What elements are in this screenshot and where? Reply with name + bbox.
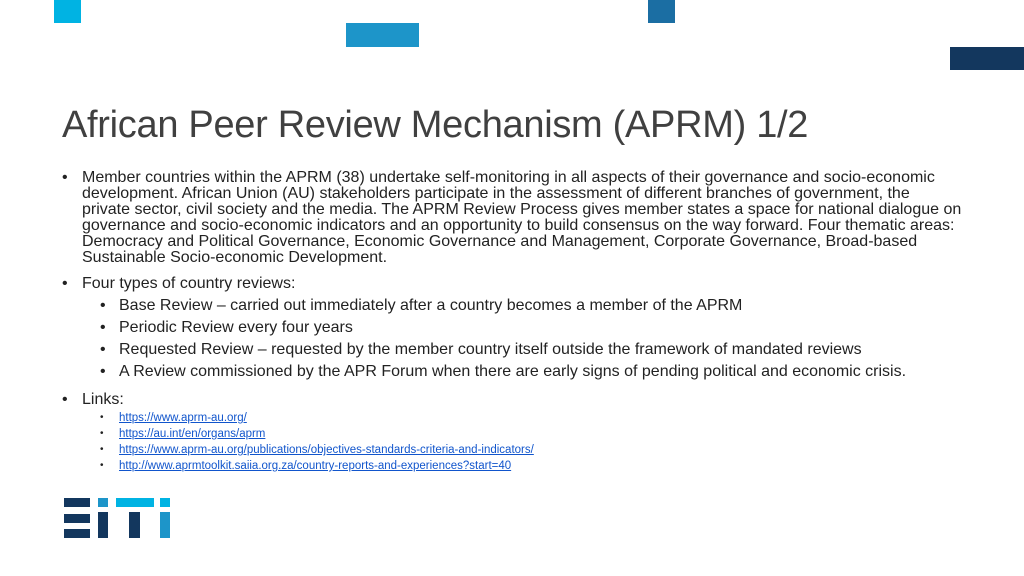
- slide-body: [62, 170, 962, 474]
- decorative-square-steel: [648, 0, 675, 23]
- eiti-logo-icon: [64, 498, 172, 538]
- slide-title: African Peer Review Mechanism (APRM) 1/2: [62, 104, 809, 146]
- bullet-member-countries: • Member countries within the APRM (38) undertake self-monitoring in all aspects of their governance and socio-economic development. African Union (AU) stakeholders participate in the assessment of different branches of government, the private sector, civil society and the media. The APRM Review Process gives member states a space for national dialogue on governance and socio-economic indicators and an opportunity to build consensus on the way forward. Four thematic areas: Democracy and Political Governance, Economic Governance and Management, Corporate Governance, Broad-based Sustainable Socio-economic Development.: [62, 170, 962, 266]
- link-aprm-publications[interactable]: https://www.aprm-au.org/publications/objectives-standards-criteria-and-indicators/: [119, 444, 534, 456]
- decorative-bar-blue: [346, 23, 419, 47]
- review-type-item: • Periodic Review every four years: [62, 320, 962, 336]
- link-item: [62, 442, 962, 458]
- links-heading: Links:: [82, 391, 124, 408]
- link-aprm-au[interactable]: https://www.aprm-au.org/: [119, 412, 247, 424]
- link-item: [62, 458, 962, 474]
- review-types-heading: Four types of country reviews:: [82, 275, 296, 292]
- decorative-square-cyan: [54, 0, 81, 23]
- link-item: [62, 426, 962, 442]
- link-au-int[interactable]: https://au.int/en/organs/aprm: [119, 428, 266, 440]
- link-item: [62, 410, 962, 426]
- link-aprm-toolkit[interactable]: http://www.aprmtoolkit.saiia.org.za/country-reports-and-experiences?start=40: [119, 460, 512, 472]
- review-type-item: • A Review commissioned by the APR Forum when there are early signs of pending political and economic crisis.: [62, 364, 962, 380]
- links-list: [62, 410, 962, 474]
- review-type-item: • Base Review – carried out immediately after a country becomes a member of the APRM: [62, 298, 962, 314]
- bullet-review-types: [62, 276, 962, 292]
- review-type-item: • Requested Review – requested by the member country itself outside the framework of mandated reviews: [62, 342, 962, 358]
- decorative-bar-navy: [950, 47, 1024, 70]
- bullet-links: [62, 392, 962, 408]
